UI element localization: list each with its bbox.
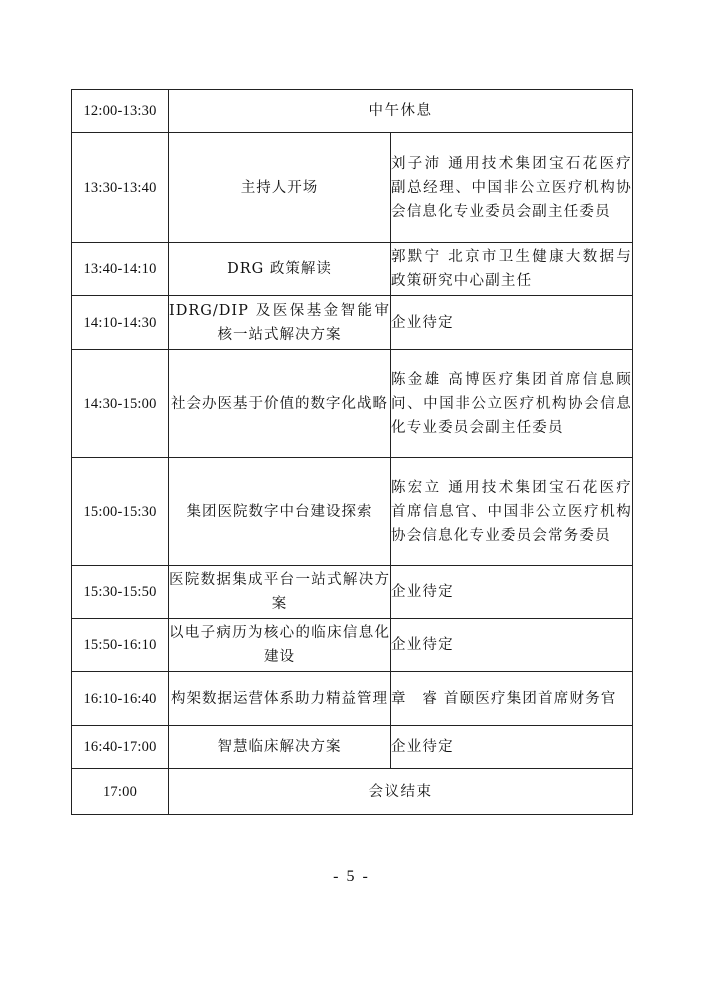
speaker-cell: 陈宏立 通用技术集团宝石花医疗首席信息官、中国非公立医疗机构协会信息化专业委员会常务委员 bbox=[391, 458, 633, 566]
speaker-cell: 企业待定 bbox=[391, 619, 633, 672]
speaker-cell: 陈金雄 高博医疗集团首席信息顾问、中国非公立医疗机构协会信息化专业委员会副主任委员 bbox=[391, 350, 633, 458]
session-cell: 中午休息 bbox=[169, 90, 633, 133]
time-cell: 13:40-14:10 bbox=[72, 243, 169, 296]
table-row bbox=[72, 458, 633, 566]
time-cell: 14:30-15:00 bbox=[72, 350, 169, 458]
time-cell: 15:50-16:10 bbox=[72, 619, 169, 672]
table-row bbox=[72, 350, 633, 458]
topic-cell: IDRG/DIP 及医保基金智能审核一站式解决方案 bbox=[169, 296, 391, 350]
topic-cell: 构架数据运营体系助力精益管理 bbox=[169, 672, 391, 726]
time-cell: 13:30-13:40 bbox=[72, 133, 169, 243]
topic-cell: 社会办医基于价值的数字化战略 bbox=[169, 350, 391, 458]
table-row bbox=[72, 296, 633, 350]
table-row bbox=[72, 90, 633, 133]
topic-cell: 主持人开场 bbox=[169, 133, 391, 243]
speaker-cell: 企业待定 bbox=[391, 296, 633, 350]
speaker-cell: 企业待定 bbox=[391, 566, 633, 619]
page-number: - 5 - bbox=[333, 868, 370, 885]
time-cell: 14:10-14:30 bbox=[72, 296, 169, 350]
time-cell: 15:30-15:50 bbox=[72, 566, 169, 619]
speaker-cell: 刘子沛 通用技术集团宝石花医疗副总经理、中国非公立医疗机构协会信息化专业委员会副主任委员 bbox=[391, 133, 633, 243]
time-cell: 16:40-17:00 bbox=[72, 726, 169, 769]
agenda-table bbox=[71, 89, 633, 815]
time-cell: 12:00-13:30 bbox=[72, 90, 169, 133]
topic-cell: 智慧临床解决方案 bbox=[169, 726, 391, 769]
table-row bbox=[72, 133, 633, 243]
time-cell: 15:00-15:30 bbox=[72, 458, 169, 566]
time-cell: 16:10-16:40 bbox=[72, 672, 169, 726]
session-cell: 会议结束 bbox=[169, 769, 633, 815]
table-row bbox=[72, 566, 633, 619]
table-row bbox=[72, 769, 633, 815]
speaker-cell: 企业待定 bbox=[391, 726, 633, 769]
topic-cell: DRG 政策解读 bbox=[169, 243, 391, 296]
table-row bbox=[72, 619, 633, 672]
table-row bbox=[72, 672, 633, 726]
topic-cell: 医院数据集成平台一站式解决方案 bbox=[169, 566, 391, 619]
time-cell: 17:00 bbox=[72, 769, 169, 815]
table-row bbox=[72, 726, 633, 769]
table-row bbox=[72, 243, 633, 296]
speaker-cell: 郭默宁 北京市卫生健康大数据与政策研究中心副主任 bbox=[391, 243, 633, 296]
topic-cell: 集团医院数字中台建设探索 bbox=[169, 458, 391, 566]
speaker-cell: 章 睿 首颐医疗集团首席财务官 bbox=[391, 672, 633, 726]
topic-cell: 以电子病历为核心的临床信息化建设 bbox=[169, 619, 391, 672]
